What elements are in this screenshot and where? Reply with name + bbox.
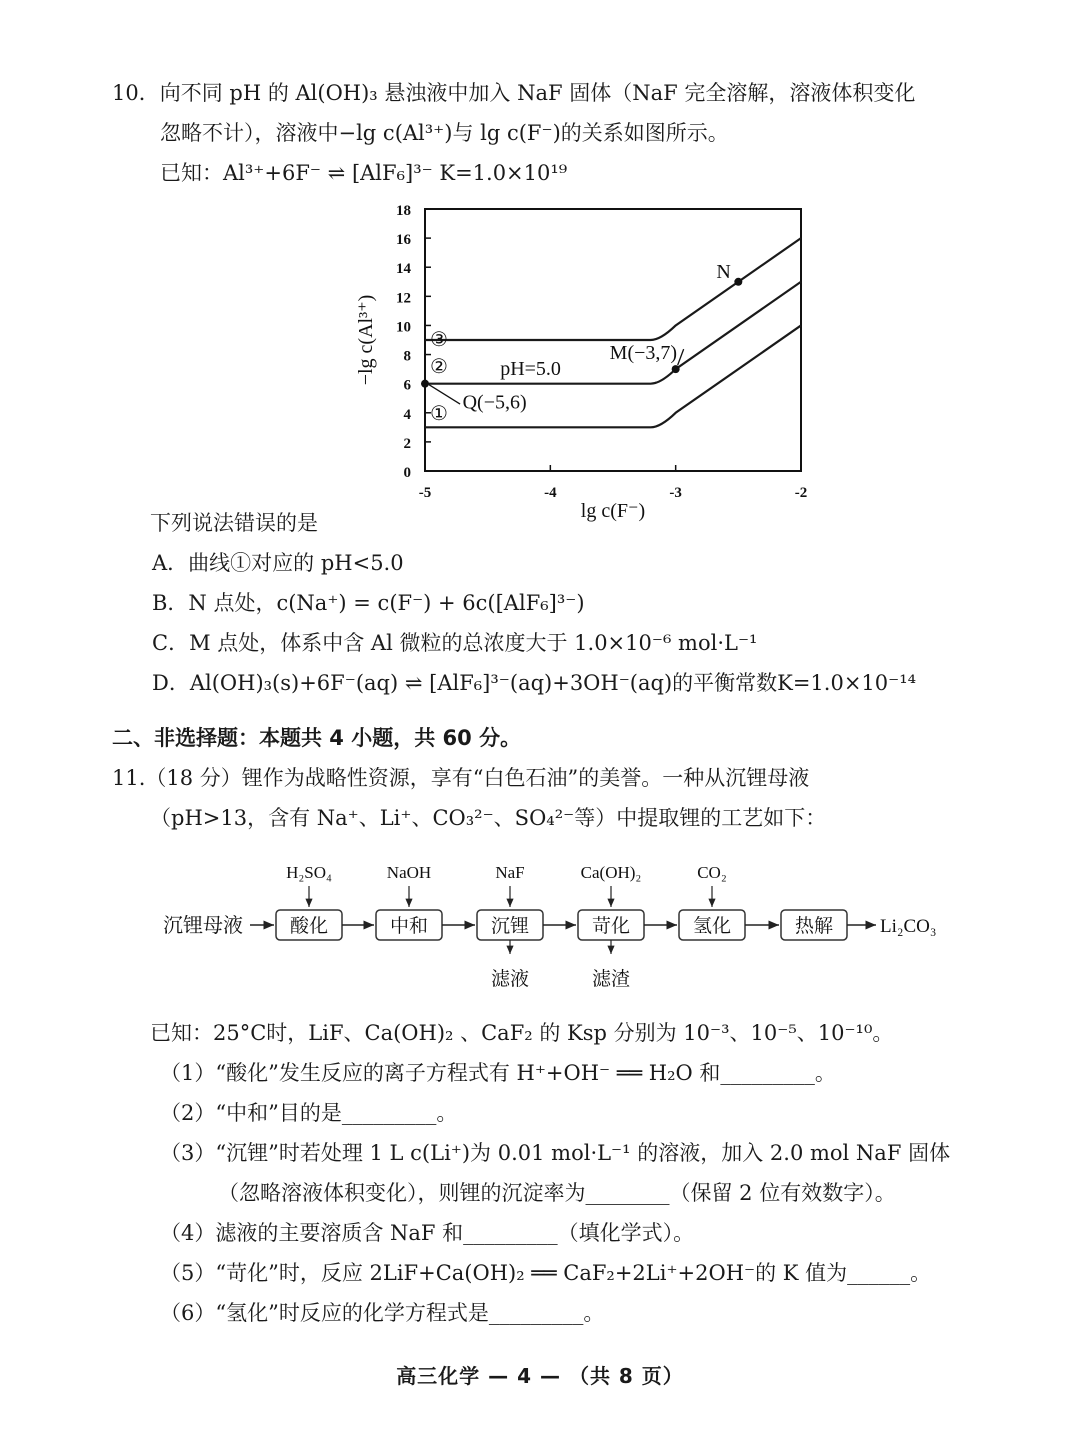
ph-annotation: pH=5.0 — [500, 357, 561, 380]
curve-2 — [425, 282, 801, 384]
q10-graph — [340, 195, 830, 535]
point-M — [672, 365, 680, 373]
q11-sub-6: （6）“氢化”时反应的化学方程式是_________。 — [160, 1301, 605, 1325]
y-tick-label: 0 — [403, 465, 411, 481]
point-Q-label: Q(−5,6) — [462, 391, 527, 414]
point-M-label: M(−3,7) — [609, 342, 678, 365]
point-N — [734, 278, 742, 286]
q10-option-b: B．N 点处，c(Na⁺) = c(F⁻) + 6c([AlF₆]³⁻) — [152, 591, 585, 615]
y-tick-label: 18 — [396, 203, 411, 219]
y-tick-label: 8 — [403, 348, 411, 365]
flow-step-label: 酸化 — [289, 916, 329, 937]
q11-known: 已知：25°C时，LiF、Ca(OH)₂ 、CaF₂ 的 Ksp 分别为 10⁻³、10⁻⁵、10⁻¹⁰。 — [150, 1021, 894, 1045]
y-tick-label: 14 — [396, 261, 411, 278]
y-tick-label: 12 — [396, 290, 411, 307]
page-footer: 高三化学 — 4 — （共 8 页） — [396, 1364, 684, 1388]
point-M-leader — [678, 349, 684, 365]
q11-sub-5: （5）“苛化”时，反应 2LiF+Ca(OH)₂ ══ CaF₂+2Li⁺+2OH⁻的 K 值为______。 — [160, 1261, 932, 1285]
q10-option-d: D．Al(OH)₃(s)+6F⁻(aq) ⇌ [AlF₆]³⁻(aq)+3OH⁻(aq)的平衡常数K=1.0×10⁻¹⁴ — [152, 671, 917, 695]
flow-output: 滤渣 — [591, 969, 631, 990]
x-axis-label: lg c(F⁻) — [580, 500, 646, 522]
flow-step-label: 氢化 — [692, 916, 732, 937]
q10-stem-line1: 10．向不同 pH 的 Al(OH)₃ 悬浊液中加入 NaF 固体（NaF 完全溶解，溶液体积变化 — [112, 81, 916, 105]
q10-stem-line2: 忽略不计），溶液中−lg c(Al³⁺)与 lg c(F⁻)的关系如图所示。 — [160, 121, 729, 145]
flow-step-label: 苛化 — [591, 916, 631, 937]
q11-sub-4: （4）滤液的主要溶质含 NaF 和_________（填化学式）。 — [160, 1221, 695, 1245]
point-N-label: N — [716, 260, 731, 283]
flow-output: 滤液 — [490, 969, 530, 990]
x-tick-label: -5 — [418, 485, 432, 501]
point-Q — [421, 380, 429, 388]
flow-end: Li₂CO₃ — [880, 916, 937, 937]
x-tick-label: -4 — [544, 485, 557, 501]
y-tick-label: 16 — [396, 232, 411, 249]
y-tick-label: 10 — [396, 319, 411, 336]
q11-stem-line2: （pH>13，含有 Na⁺、Li⁺、CO₃²⁻、SO₄²⁻等）中提取锂的工艺如下： — [150, 806, 827, 830]
curve-3-label: ③ — [430, 329, 448, 351]
x-tick-label: -3 — [669, 485, 682, 501]
point-Q-leader — [429, 385, 460, 404]
flow-reagent: CO₂ — [697, 863, 727, 882]
q11-sub-1: （1）“酸化”发生反应的离子方程式有 H⁺+OH⁻ ══ H₂O 和_________。 — [160, 1061, 836, 1085]
q11-sub-3: （3）“沉锂”时若处理 1 L c(Li⁺)为 0.01 mol·L⁻¹ 的溶液，加入 2.0 mol NaF 固体 — [160, 1141, 951, 1165]
y-tick-label: 6 — [403, 377, 411, 394]
q10-prompt: 下列说法错误的是 — [150, 511, 318, 535]
q10-known: 已知：Al³⁺+6F⁻ ⇌ [AlF₆]³⁻ K=1.0×10¹⁹ — [160, 161, 568, 185]
q10-option-c: C．M 点处，体系中含 Al 微粒的总浓度大于 1.0×10⁻⁶ mol·L⁻¹ — [152, 631, 758, 655]
flow-reagent: H₂SO₄ — [286, 863, 332, 882]
q10-option-a: A．曲线①对应的 pH<5.0 — [152, 551, 404, 575]
flow-step-label: 热解 — [794, 916, 834, 937]
q11-sub-3-cont: （忽略溶液体积变化），则锂的沉淀率为________（保留 2 位有效数字）。 — [218, 1181, 896, 1205]
flow-reagent: NaF — [495, 863, 525, 882]
curve-2-label: ② — [430, 356, 448, 379]
y-tick-label: 4 — [403, 406, 411, 423]
x-tick-label: -2 — [794, 485, 808, 501]
q11-sub-2: （2）“中和”目的是_________。 — [160, 1101, 458, 1125]
curve-3 — [425, 238, 801, 340]
flow-start: 沉锂母液 — [163, 915, 243, 937]
process-flow-diagram — [0, 850, 1080, 1000]
q11-stem-line1: 11.（18 分）锂作为战略性资源，享有“白色石油”的美誉。一种从沉锂母液 — [112, 766, 810, 790]
y-tick-label: 2 — [403, 435, 411, 452]
flow-step-label: 沉锂 — [490, 916, 530, 937]
section-2-heading: 二、非选择题：本题共 4 小题，共 60 分。 — [112, 726, 522, 750]
curve-1-label: ① — [430, 402, 448, 425]
flow-step-label: 中和 — [389, 916, 429, 937]
flow-reagent: NaOH — [386, 863, 432, 882]
flow-reagent: Ca(OH)₂ — [580, 863, 642, 882]
y-axis-label: −lg c(Al³⁺) — [355, 294, 377, 386]
